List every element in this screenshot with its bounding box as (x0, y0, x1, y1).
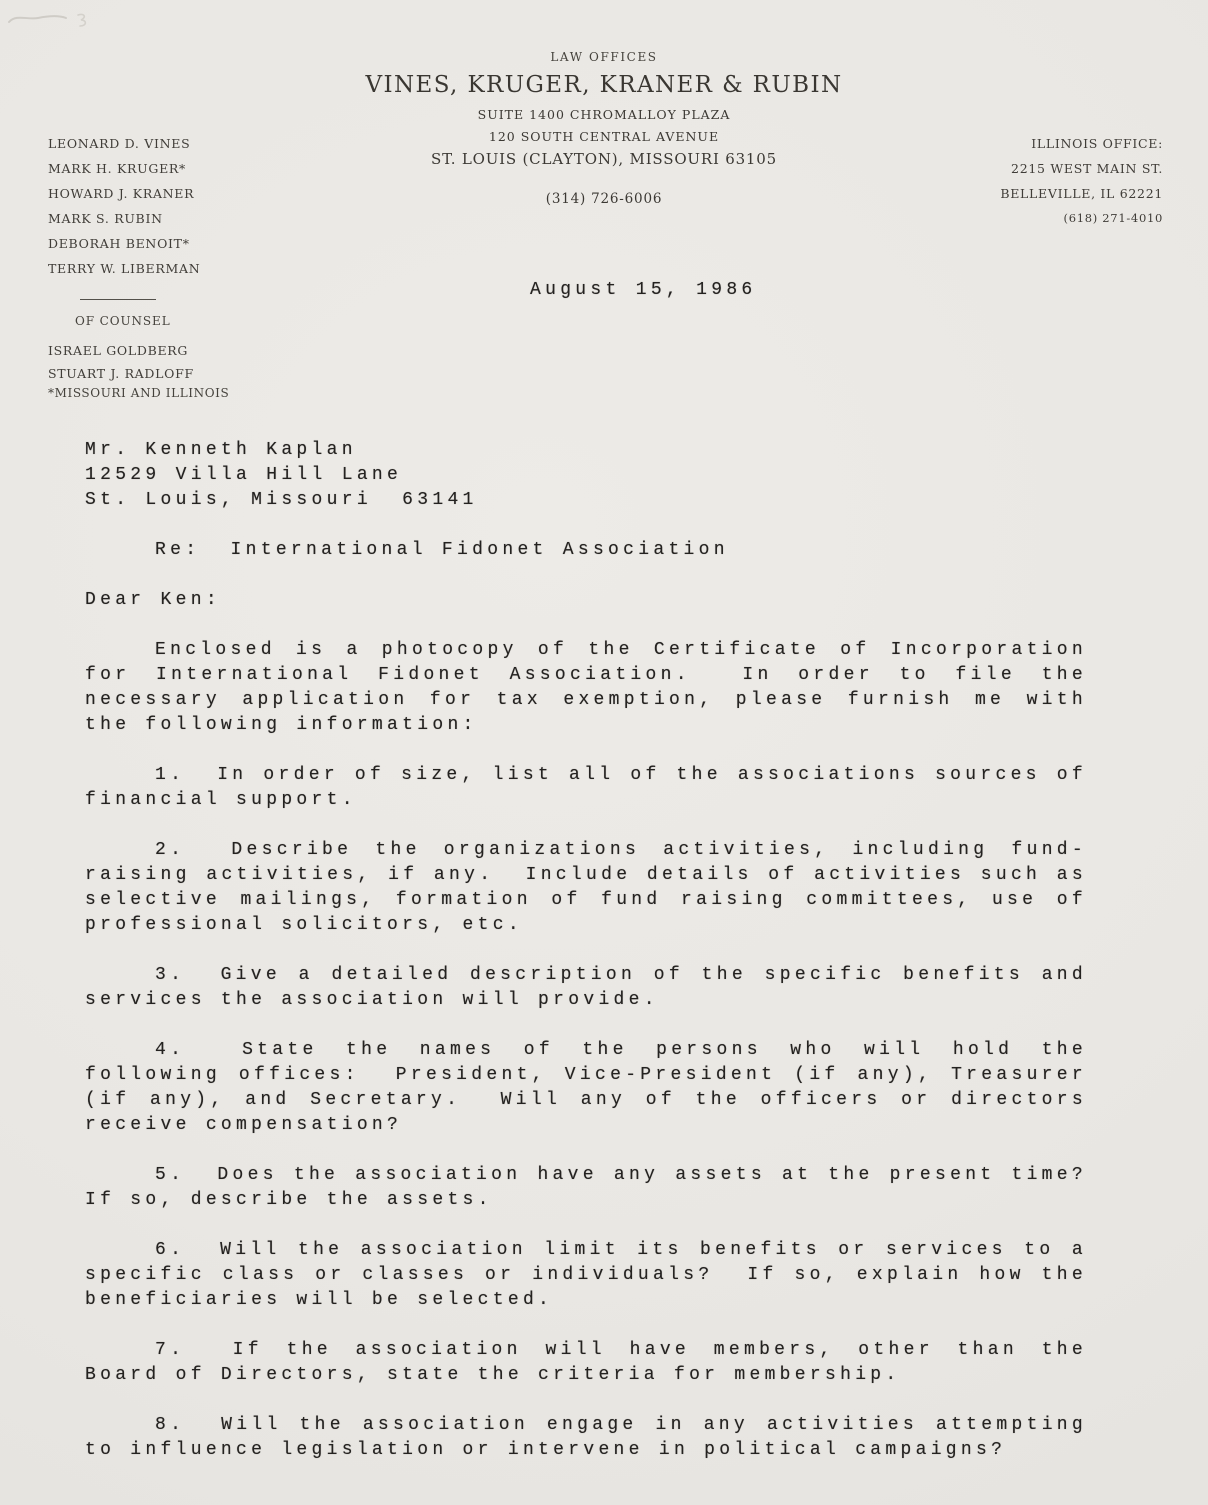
illinois-office-phone: (618) 271-4010 (1063, 211, 1163, 225)
salutation: Dear Ken: (85, 590, 221, 610)
firm-name: VINES, KRUGER, KRANER & RUBIN (365, 72, 843, 98)
attorney-name: DEBORAH BENOIT* (48, 236, 190, 251)
firm-street-line: 120 SOUTH CENTRAL AVENUE (488, 129, 720, 144)
attorney-name: HOWARD J. KRANER (48, 186, 195, 201)
of-counsel-divider (80, 299, 156, 300)
law-offices-label: LAW OFFICES (550, 50, 658, 64)
of-counsel-name: ISRAEL GOLDBERG (48, 343, 189, 358)
paragraph-item-2: 2. Describe the organizations activities, including fund-raising activities, if any. Include details of activities such as selective mailings, formation of fund raising committees, use of professional solicitors, etc. (85, 840, 1103, 935)
paragraph-item-8: 8. Will the association engage in any activities attempting to influence legislation or intervene in political campaigns? (85, 1415, 1103, 1460)
recipient-name: Mr. Kenneth Kaplan (85, 440, 357, 460)
paragraph-item-7: 7. If the association will have members, other than the Board of Directors, state the criteria for membership. (85, 1340, 1103, 1385)
paragraph-item-3: 3. Give a detailed description of the specific benefits and services the association will provide. (85, 965, 1103, 1010)
paragraph-item-5: 5. Does the association have any assets at the present time? If so, describe the assets. (85, 1165, 1118, 1210)
firm-suite-line: SUITE 1400 CHROMALLOY PLAZA (477, 107, 731, 122)
illinois-office-city: BELLEVILLE, IL 62221 (1000, 186, 1163, 201)
firm-phone: (314) 726-6006 (545, 191, 663, 207)
recipient-city: St. Louis, Missouri 63141 (85, 490, 478, 510)
paragraph-item-4: 4. State the names of the persons who will hold the following offices: President, Vice-President (if any), Treasurer (if any), and Secretary. Will any of the officers or directors receive compensation? (85, 1040, 1103, 1135)
attorney-name: MARK H. KRUGER* (48, 161, 186, 176)
license-note: *MISSOURI AND ILLINOIS (48, 386, 230, 400)
of-counsel-name: STUART J. RADLOFF (48, 365, 194, 381)
illinois-office-street: 2215 WEST MAIN ST. (1011, 161, 1163, 176)
attorney-name: LEONARD D. VINES (48, 136, 191, 151)
paragraph-item-1: 1. In order of size, list all of the associations sources of financial support. (85, 765, 1103, 810)
paragraph-intro: Enclosed is a photocopy of the Certificate of Incorporation for International Fidonet Association. In order to file the necessary application for tax exemption, please furnish me with the following information: (85, 640, 1103, 735)
paragraph-item-6: 6. Will the association limit its benefits or services to a specific class or classes or individuals? If so, explain how the beneficiaries will be selected. (85, 1240, 1103, 1310)
of-counsel-label: OF COUNSEL (75, 314, 171, 328)
illinois-office-block (1000, 131, 1163, 231)
illinois-office-label: ILLINOIS OFFICE: (1031, 136, 1163, 151)
letter-body (85, 438, 1118, 1463)
letter-date: August 15, 1986 (530, 280, 757, 300)
attorney-list (48, 131, 200, 281)
attorney-name: MARK S. RUBIN (48, 211, 163, 226)
pencil-scribble-mark (6, 6, 98, 32)
recipient-street: 12529 Villa Hill Lane (85, 465, 403, 485)
recipient-address-block (85, 438, 1087, 513)
of-counsel-list (48, 340, 194, 385)
firm-city-line: ST. LOUIS (CLAYTON), MISSOURI 63105 (431, 150, 777, 168)
attorney-name: TERRY W. LIBERMAN (48, 261, 201, 276)
re-line: Re: International Fidonet Association (155, 540, 729, 560)
